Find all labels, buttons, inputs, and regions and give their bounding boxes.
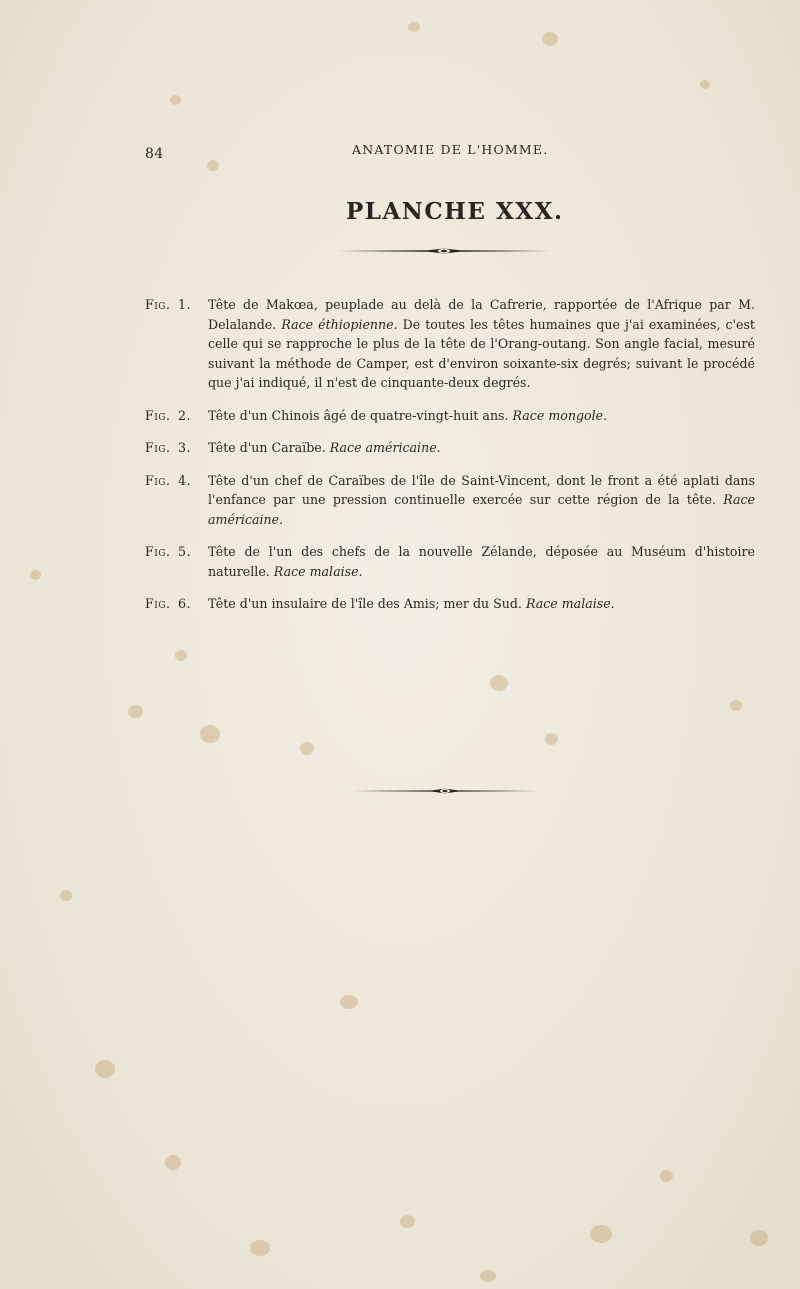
- figure-caption: Tête de l'un des chefs de la nouvelle Zélande, déposée au Muséum d'histoire naturelle. Race malaise.: [208, 544, 755, 579]
- ornamental-rule-bottom: [352, 786, 538, 796]
- page-number: 84: [145, 146, 164, 162]
- figure-caption: Tête d'un chef de Caraïbes de l'île de Saint-Vincent, dont le front a été aplati dans l'enfance par une pression continuelle exercée sur cette région de la tête. Race américaine.: [208, 472, 755, 527]
- figure-entry-4: [145, 471, 755, 530]
- foxing-stain: [175, 650, 187, 661]
- figure-entry-1: [145, 295, 755, 393]
- figure-caption: Tête de Makœa, peuplade au delà de la Cafrerie, rapportée de l'Afrique par M. Delalande. Race éthiopienne. De toutes les têtes humaines que j'ai examinées, c'est celle qui se rapproche le plus de la tête de l'Orang-outang. Son angle facial, mesuré suivant la méthode de Camper, est d'environ soixante-six degrés; suivant le procédé que j'ai indiqué, il n'est de cinquante-deux degrés.: [208, 297, 755, 390]
- foxing-stain: [700, 80, 710, 89]
- figure-label: Fig. 2.: [145, 407, 192, 423]
- figure-entry-5: [145, 542, 755, 581]
- foxing-stain: [590, 1225, 612, 1243]
- race-label: Race éthiopienne.: [281, 316, 398, 332]
- foxing-stain: [207, 160, 219, 171]
- foxing-stain: [170, 95, 181, 105]
- foxing-stain: [340, 995, 358, 1009]
- figure-label: Fig. 3.: [145, 440, 192, 455]
- figure-label: Fig. 5.: [145, 544, 192, 559]
- figure-entry-3: [145, 438, 755, 458]
- foxing-stain: [128, 705, 143, 718]
- race-label: Race mongole.: [512, 407, 608, 423]
- figure-caption: Tête d'un Chinois âgé de quatre-vingt-huit ans. Race mongole.: [208, 407, 608, 423]
- foxing-stain: [730, 700, 742, 711]
- foxing-stain: [542, 32, 558, 46]
- foxing-stain: [400, 1215, 415, 1228]
- foxing-stain: [408, 22, 420, 32]
- race-label: Race américaine.: [208, 492, 755, 527]
- figure-entry-2: [145, 406, 755, 426]
- figure-entry-6: [145, 594, 755, 614]
- figure-list: [145, 295, 755, 627]
- running-head: ANATOMIE DE L'HOMME.: [352, 142, 549, 157]
- figure-label: Fig. 1.: [145, 297, 192, 312]
- foxing-stain: [165, 1155, 181, 1170]
- foxing-stain: [300, 742, 314, 755]
- race-label: Race américaine.: [329, 440, 441, 455]
- figure-label: Fig. 4.: [145, 472, 192, 488]
- plate-title: PLANCHE XXX.: [346, 198, 564, 225]
- foxing-stain: [480, 1270, 496, 1282]
- foxing-stain: [750, 1230, 768, 1246]
- race-label: Race malaise.: [273, 563, 363, 579]
- figure-label: Fig. 6.: [145, 596, 192, 611]
- foxing-stain: [490, 675, 508, 691]
- foxing-stain: [545, 733, 558, 745]
- foxing-stain: [95, 1060, 115, 1078]
- foxing-stain: [200, 725, 220, 743]
- foxing-stain: [660, 1170, 673, 1182]
- foxing-stain: [30, 570, 41, 580]
- figure-caption: Tête d'un Caraïbe. Race américaine.: [208, 440, 441, 455]
- figure-caption: Tête d'un insulaire de l'île des Amis; mer du Sud. Race malaise.: [208, 596, 615, 611]
- race-label: Race malaise.: [525, 596, 615, 611]
- foxing-stain: [250, 1240, 270, 1256]
- ornamental-rule-top: [338, 246, 550, 256]
- foxing-stain: [60, 890, 72, 901]
